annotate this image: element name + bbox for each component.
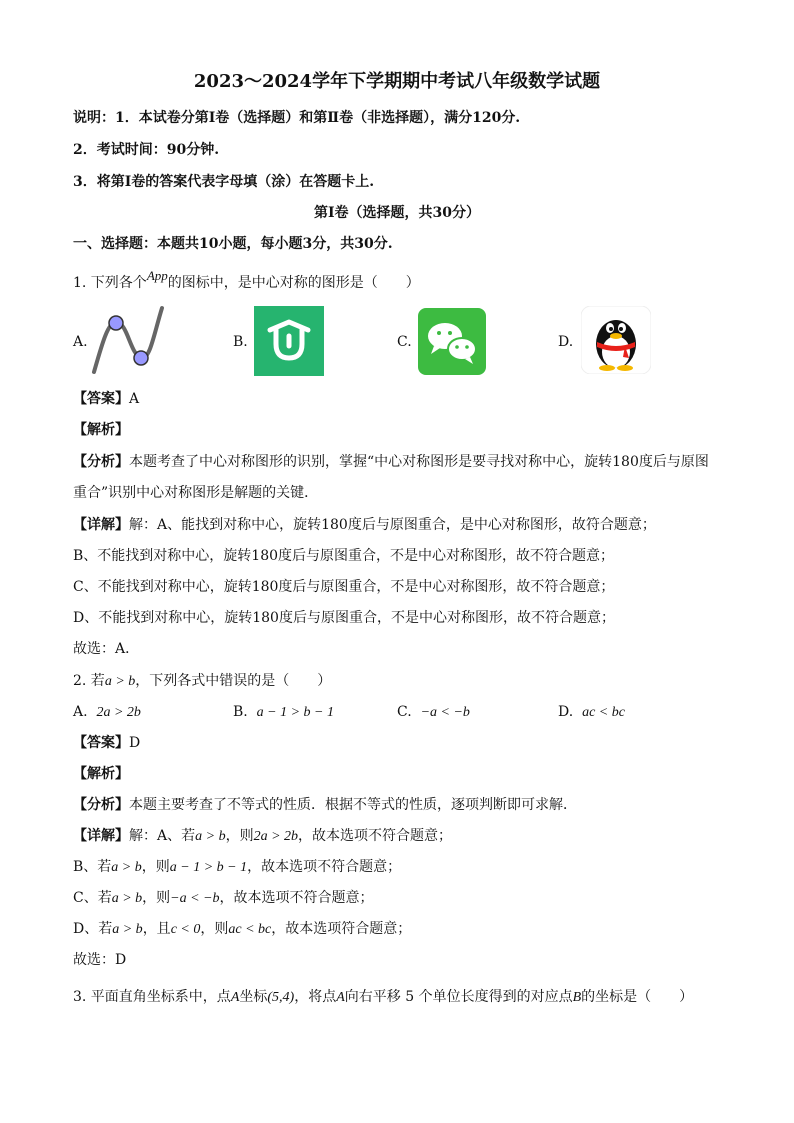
q3-p2: 坐标 [239, 989, 268, 1005]
part-one-heading: 一、选择题：本题共10小题，每小题3分，共30分. [73, 236, 393, 252]
q2-option-c [397, 702, 470, 723]
q2-xiangjie-b [73, 857, 734, 878]
question-1 [73, 268, 734, 293]
q1-prefix: 1. 下列各个 [73, 275, 147, 291]
q3-m1: A [230, 990, 240, 1005]
q2-option-a [73, 702, 141, 723]
q2-xc-1: C、若 [73, 890, 112, 906]
xiangjie-tag: 【详解】 [73, 828, 129, 844]
q2-option-d [558, 702, 625, 723]
q1-xiangjie-a-text: 解：A、能找到对称中心，旋转180度后与原图重合，是中心对称图形，故符合题意； [129, 517, 656, 533]
q1-answer-value: A [129, 391, 140, 407]
q2-xd-m1: a > b [112, 922, 143, 937]
q1-answer [73, 389, 734, 409]
q3-m2: (5,4) [267, 990, 295, 1005]
q3-p1: 3. 平面直角坐标系中，点 [73, 989, 231, 1005]
section-title: 第Ⅰ卷（选择题，共30分） [313, 205, 481, 221]
q2-option-b-text: a − 1 > b − 1 [256, 705, 334, 720]
qq-penguin-icon [581, 306, 651, 374]
q2-xa-3: ，故本选项不符合题意； [298, 828, 453, 844]
question-3 [73, 987, 734, 1008]
q2-xd-1: D、若 [73, 921, 113, 937]
q2-xc-3: ，故本选项不符合题意； [219, 890, 374, 906]
q2-xc-2: ，则 [142, 890, 171, 906]
question-2 [73, 671, 734, 692]
q2-xa-1: 解：A、若 [129, 828, 196, 844]
q2-condition: a > b [104, 674, 136, 689]
fenxi-tag: 【分析】 [73, 797, 129, 813]
q2-option-b [233, 702, 334, 723]
q2-option-a-text: 2a > 2b [96, 705, 141, 720]
mi-home-icon [254, 306, 324, 376]
fenxi-tag: 【分析】 [73, 454, 129, 470]
note-3: 3．将第Ⅰ卷的答案代表字母填（涂）在答题卡上. [73, 174, 375, 190]
q3-p5: 的坐标是（ ） [581, 989, 694, 1005]
q2-xd-4: ，故本选项符合题意； [271, 921, 412, 937]
q2-xc-m1: a > b [111, 891, 143, 906]
q2-xb-1: B、若 [73, 859, 112, 875]
wechat-icon [418, 308, 486, 375]
q2-answer-value: D [129, 735, 141, 751]
q2-option-d-label: D. [558, 704, 574, 720]
note-1: 说明：1．本试卷分第Ⅰ卷（选择题）和第Ⅱ卷（非选择题），满分120分. [73, 110, 521, 126]
q2-xa-m2: 2a > 2b [253, 829, 299, 844]
q1-option-d-label: D. [558, 334, 574, 350]
q2-guxuan: 故选：D [73, 952, 127, 968]
q2-xb-2: ，则 [141, 859, 170, 875]
q1-xiangjie-a [73, 515, 734, 535]
note-2: 2．考试时间：90分钟. [73, 142, 220, 158]
q3-p3: ，将点 [294, 989, 337, 1005]
q1-fenxi-2: 重合”识别中心对称图形是解题的关键． [73, 485, 319, 501]
q1-analysis-tag: 【解析】 [73, 422, 129, 438]
q2-option-d-text: ac < bc [582, 705, 625, 720]
geogebra-icon [88, 304, 168, 376]
q3-m4: B [572, 990, 582, 1005]
q3-m3: A [336, 990, 345, 1005]
q1-option-a-label: A. [73, 334, 88, 350]
q2-xiangjie-c [73, 888, 734, 909]
answer-tag: 【答案】 [73, 391, 129, 407]
q2-answer [73, 733, 734, 753]
q1-xiangjie-d: D、不能找到对称中心，旋转180度后与原图重合，不是中心对称图形，故不符合题意； [73, 610, 615, 626]
q2-xiangjie-a [73, 826, 734, 847]
q2-xb-m2: a − 1 > b − 1 [169, 860, 248, 875]
q1-fenxi-text-1: 本题考查了中心对称图形的识别，掌握“中心对称图形是要寻找对称中心，旋转180度后与原图 [129, 454, 709, 470]
q1-guxuan: 故选：A． [73, 641, 140, 657]
q2-suffix: ，下列各式中错误的是（ ） [135, 673, 332, 689]
q2-xb-m1: a > b [111, 860, 142, 875]
q2-fenxi [73, 795, 734, 815]
page-title: 2023～2024学年下学期期中考试八年级数学试题 [193, 71, 601, 92]
q2-xiangjie-d [73, 919, 734, 940]
answer-tag: 【答案】 [73, 735, 129, 751]
q2-xa-2: ，则 [225, 828, 254, 844]
q1-xiangjie-c: C、不能找到对称中心，旋转180度后与原图重合，不是中心对称图形，故不符合题意； [73, 579, 615, 595]
q2-xd-m3: ac < bc [228, 922, 272, 937]
q1-suffix: 的图标中，是中心对称的图形是（ ） [167, 275, 420, 291]
q2-fenxi-text: 本题主要考查了不等式的性质．根据不等式的性质，逐项判断即可求解． [129, 797, 577, 813]
q1-option-c-label: C. [397, 334, 412, 350]
q3-p4: 向右平移 5 个单位长度得到的对应点 [344, 989, 573, 1005]
q2-xd-2: ，且 [142, 921, 171, 937]
q2-xd-3: ，则 [200, 921, 229, 937]
q2-xa-m1: a > b [195, 829, 226, 844]
q2-option-c-text: −a < −b [420, 705, 470, 720]
q2-option-b-label: B. [233, 704, 248, 720]
q2-option-a-label: A. [73, 704, 88, 720]
q1-option-b-label: B. [233, 334, 248, 350]
q2-xb-3: ，故本选项不符合题意； [247, 859, 402, 875]
q1-fenxi-1 [73, 452, 734, 472]
q2-option-c-label: C. [397, 704, 412, 720]
q1-app: App [146, 268, 168, 283]
q2-xd-m2: c < 0 [170, 922, 201, 937]
q2-xc-m2: −a < −b [170, 891, 220, 906]
xiangjie-tag: 【详解】 [73, 517, 129, 533]
q2-prefix: 2. 若 [73, 673, 105, 689]
q2-analysis-tag: 【解析】 [73, 766, 129, 782]
q1-xiangjie-b: B、不能找到对称中心，旋转180度后与原图重合，不是中心对称图形，故不符合题意； [73, 548, 615, 564]
